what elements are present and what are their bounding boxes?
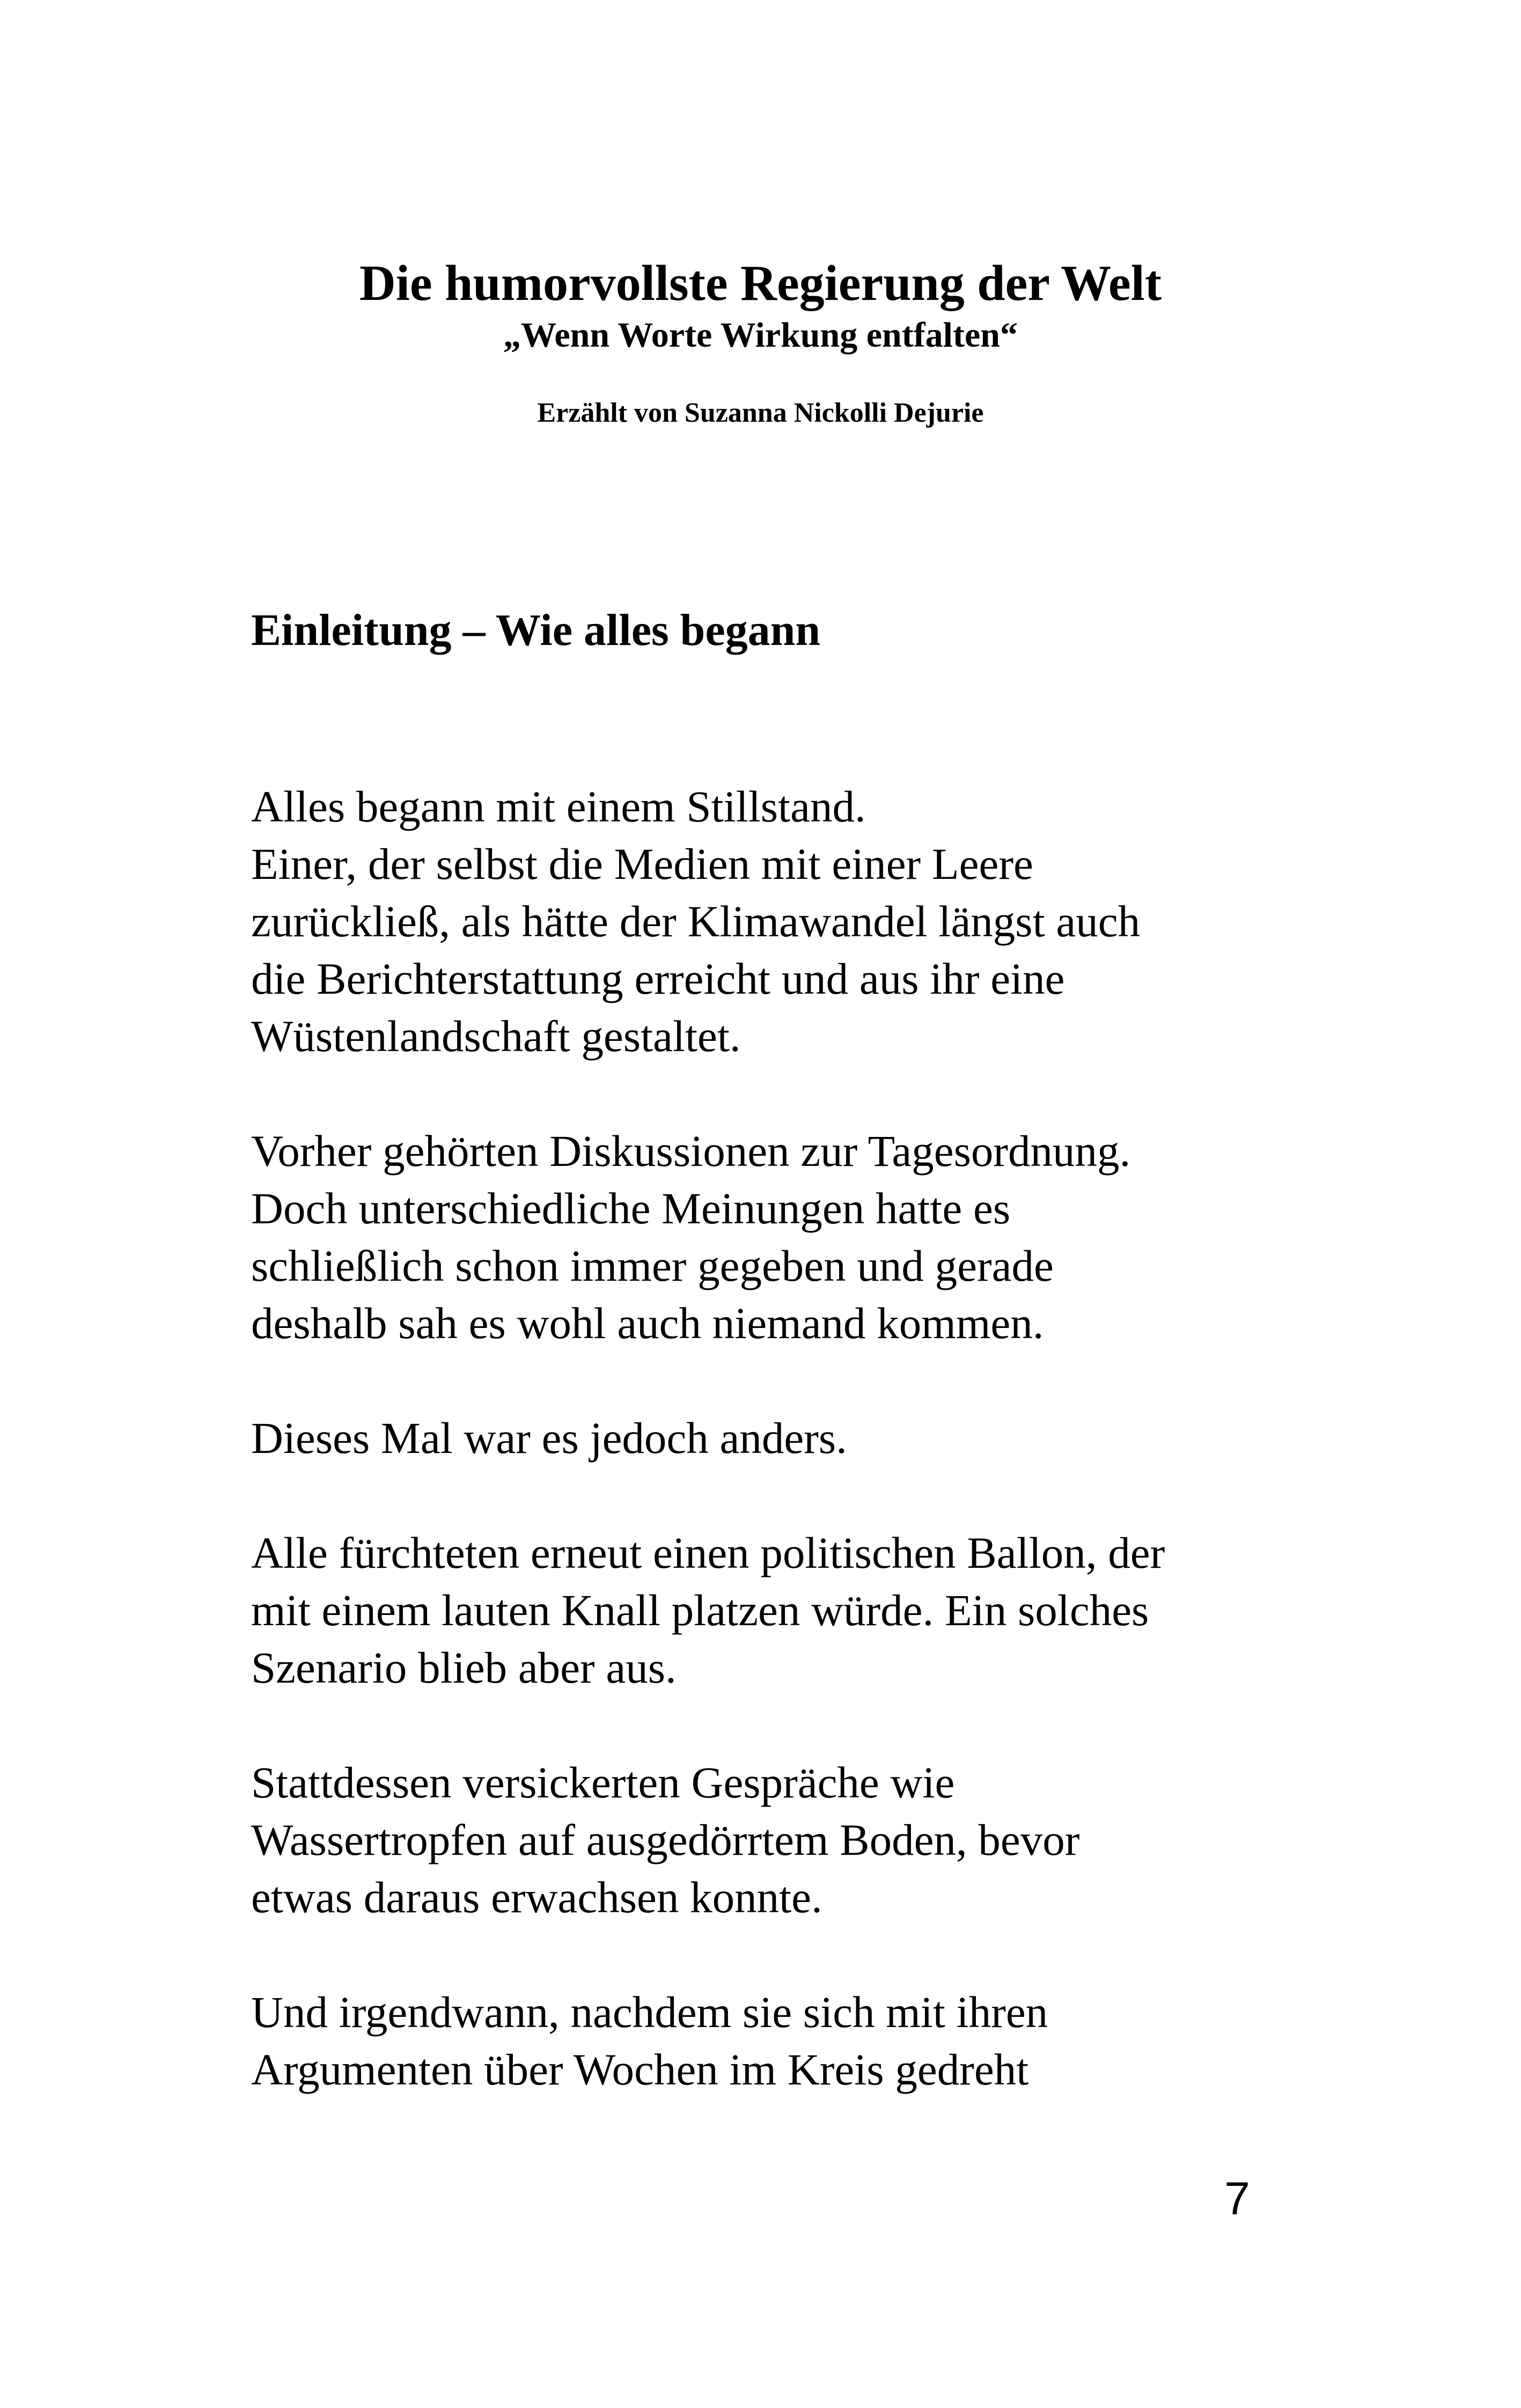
- text-line: etwas daraus erwachsen konnte.: [251, 1873, 822, 1922]
- text-line: die Berichterstattung erreicht und aus ihr eine: [251, 954, 1065, 1003]
- paragraph-3: [251, 1409, 1324, 1467]
- text-line: Einer, der selbst die Medien mit einer Leere: [251, 839, 1033, 889]
- book-subtitle: „Wenn Worte Wirkung entfalten“: [503, 315, 1018, 355]
- text-line: Wüstenlandschaft gestaltet.: [251, 1011, 741, 1061]
- author-line: Erzählt von Suzanna Nickolli Dejurie: [537, 398, 984, 428]
- body-text: [251, 778, 1324, 2156]
- text-line: Und irgendwann, nachdem sie sich mit ihren: [251, 1987, 1048, 2037]
- chapter-heading: Einleitung – Wie alles begann: [251, 605, 821, 655]
- text-line: Alles begann mit einem Stillstand.: [251, 782, 866, 831]
- text-line: Dieses Mal war es jedoch anders.: [251, 1413, 847, 1463]
- text-line: Szenario blieb aber aus.: [251, 1643, 677, 1692]
- text-line: zurückließ, als hätte der Klimawandel längst auch: [251, 897, 1141, 946]
- text-line: schließlich schon immer gegeben und gerade: [251, 1241, 1054, 1290]
- book-title: Die humorvollste Regierung der Welt: [359, 255, 1162, 311]
- text-line: Wassertropfen auf ausgedörrtem Boden, bevor: [251, 1815, 1080, 1864]
- text-line: Stattdessen versickerten Gespräche wie: [251, 1758, 955, 1807]
- paragraph-1: [251, 778, 1324, 1065]
- paragraph-4: [251, 1524, 1324, 1697]
- page-number: 7: [1224, 2173, 1250, 2225]
- text-line: mit einem lauten Knall platzen würde. Ein solches: [251, 1585, 1149, 1635]
- paragraph-2: [251, 1122, 1324, 1352]
- text-line: deshalb sah es wohl auch niemand kommen.: [251, 1298, 1044, 1348]
- text-line: Doch unterschiedliche Meinungen hatte es: [251, 1184, 1011, 1233]
- text-line: Vorher gehörten Diskussionen zur Tagesordnung.: [251, 1126, 1131, 1176]
- paragraph-6: [251, 1984, 1324, 2098]
- paragraph-5: [251, 1754, 1324, 1926]
- text-line: Alle fürchteten erneut einen politischen Ballon, der: [251, 1528, 1165, 1577]
- text-line: Argumenten über Wochen im Kreis gedreht: [251, 2045, 1029, 2094]
